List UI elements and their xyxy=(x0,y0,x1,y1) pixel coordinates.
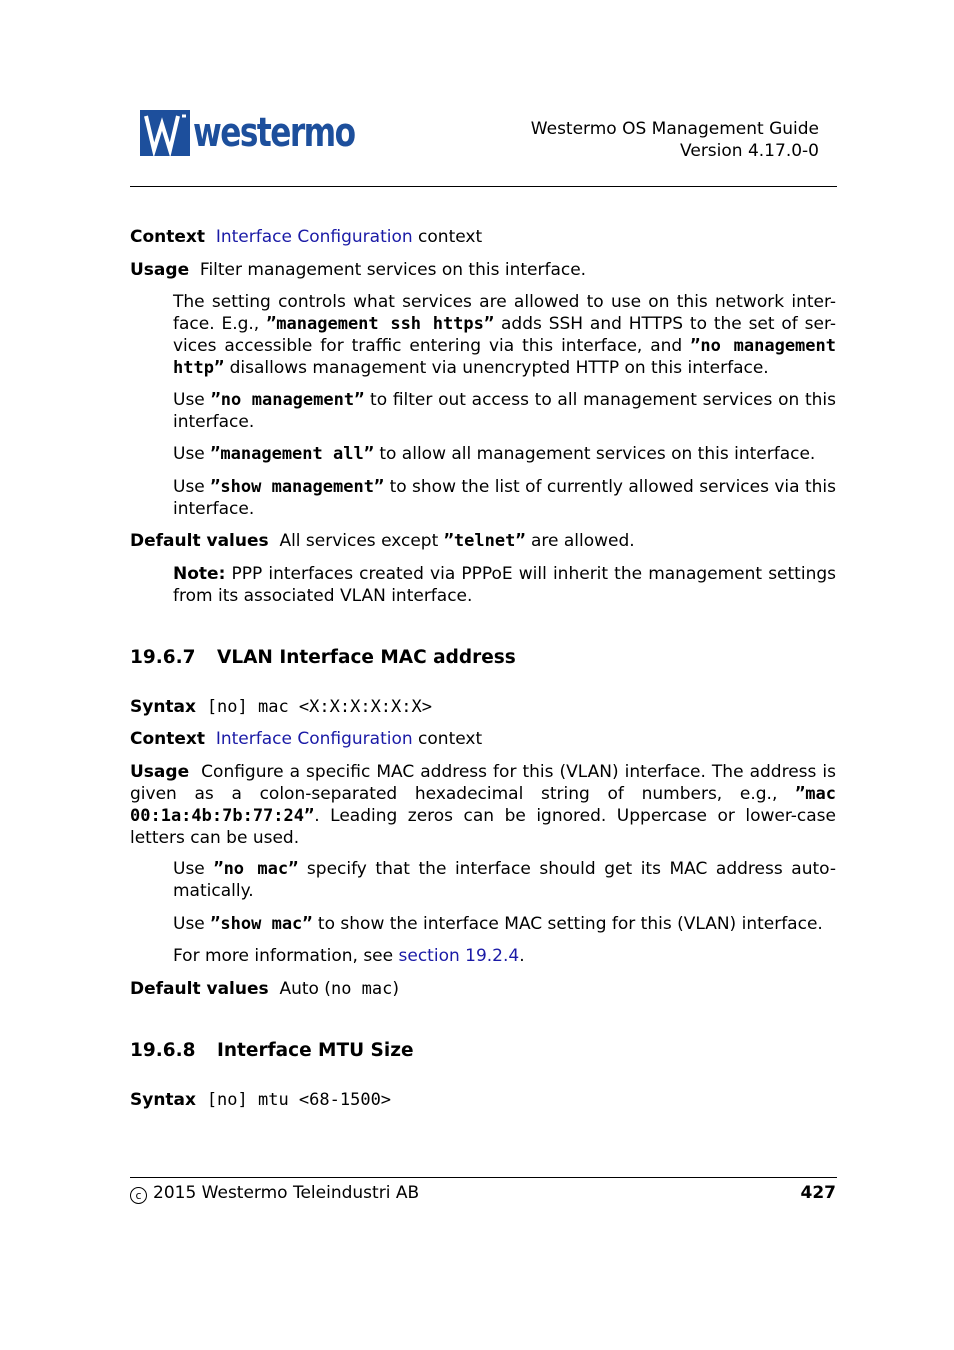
no-management-paragraph: Use ”no management” to filter out access to all management services on this interface. xyxy=(173,390,836,432)
syntax-mac: [no] mac <X:X:X:X:X:X> xyxy=(206,697,432,717)
management-all-paragraph: Use ”management all” to allow all management services on this interface. xyxy=(173,444,816,464)
section-heading-vlan-mac: 19.6.7 VLAN Interface MAC address xyxy=(130,647,516,668)
code-mac-example: ”mac 00:1a:4b:7b:77:24” xyxy=(130,784,836,826)
context-row-b: Context Interface Configuration context xyxy=(130,729,483,749)
section-19-2-4-link[interactable]: section 19.2.4 xyxy=(398,946,520,966)
code-show-management: ”show management” xyxy=(210,477,385,497)
header-rule xyxy=(130,186,837,187)
no-mac-paragraph: Use ”no mac” specify that the interface should get its MAC address auto-matically. xyxy=(173,859,836,901)
note-paragraph: Note: PPP interfaces created via PPPoE will inherit the management settings from its associated VLAN interface. xyxy=(173,564,836,606)
page-number: 427 xyxy=(800,1183,836,1203)
footer-rule xyxy=(130,1177,837,1178)
code-management-ssh-https: ”management ssh https” xyxy=(266,314,495,334)
westermo-logo xyxy=(140,110,400,156)
interface-configuration-link-b[interactable]: Interface Configuration xyxy=(215,729,413,749)
section-heading-mtu: 19.6.8 Interface MTU Size xyxy=(130,1040,414,1061)
syntax-mtu: [no] mtu <68-1500> xyxy=(206,1090,392,1110)
context-row: Context Interface Configuration context xyxy=(130,227,483,247)
more-info-paragraph: For more information, see section 19.2.4. xyxy=(173,946,525,966)
code-management-all: ”management all” xyxy=(210,444,374,464)
page-header xyxy=(130,108,836,168)
usage-row-b: Usage Configure a specific MAC address for this (VLAN) interface. The address is given as a colon-separated hexadecimal string of numbers, e.g., ”mac 00:1a:4b:7b:77:24”. Leading zeros can be ignored. Uppercase or lower-case letters can be used. xyxy=(130,762,836,848)
syntax-row: Syntax [no] mac <X:X:X:X:X:X> xyxy=(130,697,432,717)
default-values-row-b: Default values Auto (no mac) xyxy=(130,979,400,999)
syntax-row-mtu: Syntax [no] mtu <68-1500> xyxy=(130,1090,392,1110)
note-label: Note: xyxy=(173,564,226,584)
code-show-mac: ”show mac” xyxy=(210,914,313,934)
usage-row: Usage Filter management services on this interface. xyxy=(130,260,587,280)
code-no-mac: ”no mac” xyxy=(213,859,299,879)
header-info xyxy=(531,118,819,162)
default-values-row: Default values All services except ”telnet” are allowed. xyxy=(130,531,635,551)
code-no-management-http: ”no management http” xyxy=(173,336,836,378)
copyright-icon: c xyxy=(130,1187,147,1204)
logo-wordmark: westermo xyxy=(193,110,355,156)
copyright-text: 2015 Westermo Teleindustri AB xyxy=(153,1183,420,1203)
guide-title: Westermo OS Management Guide xyxy=(530,119,819,139)
westermo-w-icon xyxy=(140,110,190,156)
show-management-paragraph: Use ”show management” to show the list of currently allowed services via this interface. xyxy=(173,477,836,519)
code-no-mac-default: no mac xyxy=(330,979,393,999)
usage-paragraph: The setting controls what services are allowed to use on this network inter-face. E.g., ”management ssh https” adds SSH and HTTPS to the set of ser-vices accessible for traffic entering via this interface, and ”no management http” disallows management via unencrypted HTTP on this interface. xyxy=(173,292,836,378)
code-no-management: ”no management” xyxy=(210,390,365,410)
guide-version: Version 4.17.0-0 xyxy=(680,141,819,161)
interface-configuration-link[interactable]: Interface Configuration xyxy=(215,227,413,247)
code-telnet: ”telnet” xyxy=(443,531,526,551)
page-footer xyxy=(130,1182,836,1204)
show-mac-paragraph: Use ”show mac” to show the interface MAC setting for this (VLAN) interface. xyxy=(173,914,823,934)
